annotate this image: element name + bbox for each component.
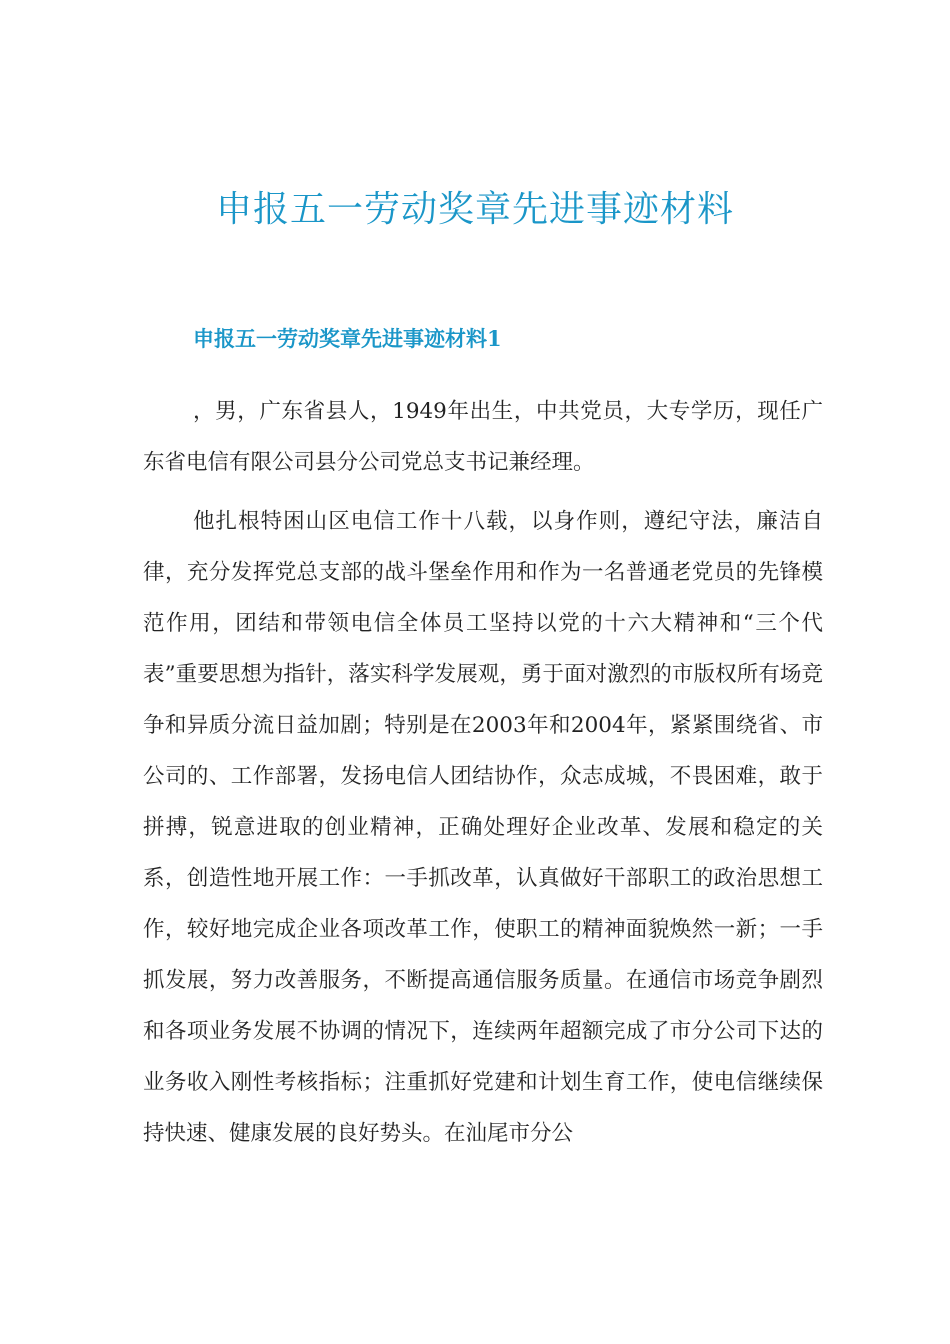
section-heading: 申报五一劳动奖章先进事迹材料1 bbox=[193, 326, 502, 351]
document-title: 申报五一劳动奖章先进事迹材料 bbox=[215, 189, 734, 230]
paragraph-intro: ，男，广东省县人，1949年出生，中共党员，大专学历，现任广东省电信有限公司县分公司党总支书记兼经理。 bbox=[143, 399, 823, 475]
paragraph-main: 他扎根特困山区电信工作十八载，以身作则，遵纪守法，廉洁自律，充分发挥党总支部的战斗堡垒作用和作为一名普通老党员的先锋模范作用，团结和带领电信全体员工坚持以党的十六大精神和“三个代表”重要思想为指针，落实科学发展观，勇于面对激烈的市版权所有场竞争和异质分流日益加剧；特别是在2003年和2004年，紧紧围绕省、市公司的、工作部署，发扬电信人团结协作，众志成城，不畏困难，敢于拼搏，锐意进取的创业精神，正确处理好企业改革、发展和稳定的关系，创造性地开展工作：一手抓改革，认真做好干部职工的政治思想工作，较好地完成企业各项改革工作，使职工的精神面貌焕然一新；一手抓发展，努力改善服务，不断提高通信服务质量。在通信市场竞争剧烈和各项业务发展不协调的情况下，连续两年超额完成了市分公司下达的业务收入刚性考核指标；注重抓好党建和计划生育工作，使电信继续保持快速、健康发展的良好势头。在汕尾市分公 bbox=[143, 509, 823, 1146]
